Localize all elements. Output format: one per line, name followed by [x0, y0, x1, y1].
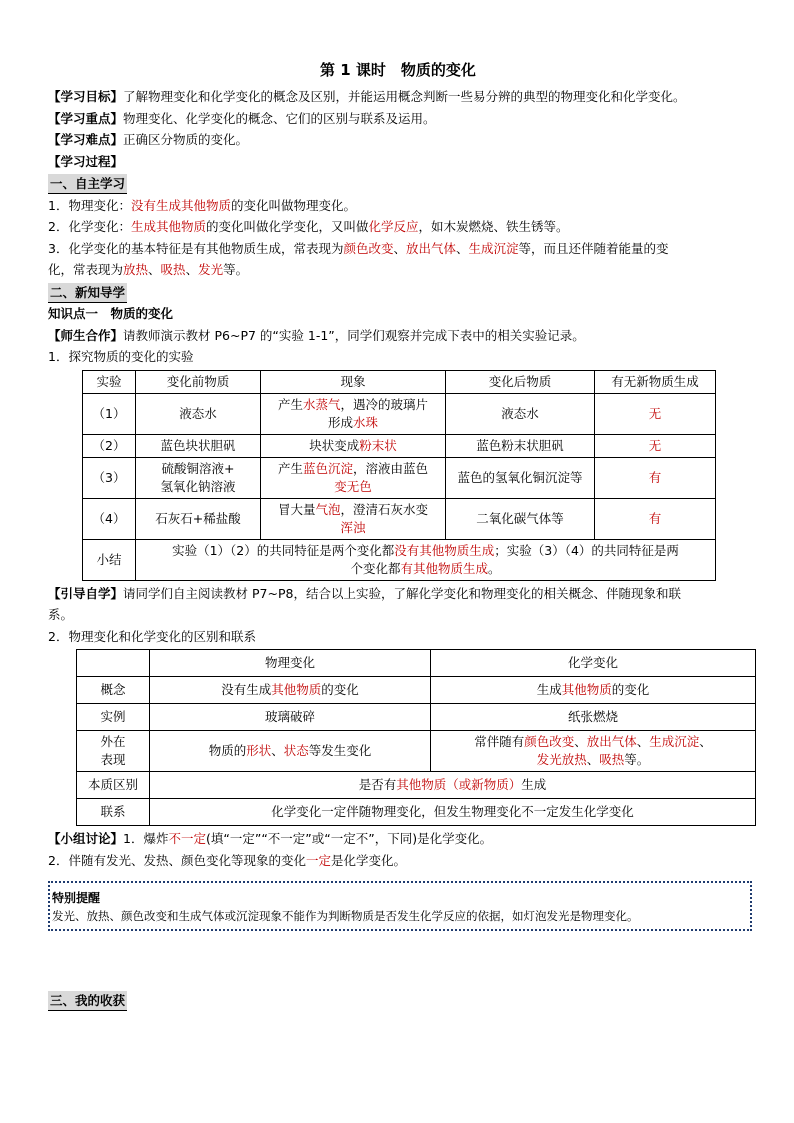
- text: 3．化学变化的基本特征是有其他物质生成，常表现为: [48, 240, 344, 256]
- cell: 有: [595, 498, 716, 539]
- answer: 有其他物质生成: [400, 560, 488, 576]
- text: 形成: [327, 414, 353, 430]
- guided-study-cont: 系。: [48, 607, 74, 622]
- answer: 颜色改变: [343, 240, 394, 256]
- learning-goals: [48, 86, 748, 108]
- text: 的变化: [321, 682, 359, 697]
- self-study-line-2: [48, 216, 748, 238]
- answer: 放出气体: [586, 734, 637, 749]
- text: 的变化: [611, 682, 650, 697]
- text: 的变化叫做化学变化，又叫做: [205, 219, 369, 234]
- text: 化，常表现为: [48, 262, 124, 277]
- guide-text: 请同学们自主阅读教材 P7~P8，结合以上实验，了解化学变化和物理变化的相关概念、伴随现象和联: [123, 585, 681, 601]
- text: 生成: [521, 777, 547, 792]
- text: 、: [636, 734, 650, 749]
- header-cell: [77, 650, 150, 677]
- comparison-table: [76, 649, 756, 826]
- text: 、: [456, 240, 469, 256]
- answer: 变无色: [334, 478, 372, 494]
- answer: 一定: [305, 852, 331, 868]
- cell: 本质区别: [77, 772, 150, 799]
- text: 生成: [536, 682, 562, 697]
- cell: [150, 677, 431, 704]
- table-row: [77, 772, 756, 799]
- self-study-line-3: [48, 238, 748, 260]
- cell: 联系: [77, 799, 150, 826]
- table-row: [77, 799, 756, 826]
- coop-text: 请教师演示教材 P6~P7 的“实验 1-1”，同学们观察并完成下表中的相关实验记录。: [123, 327, 585, 343]
- text: 是否有: [358, 777, 397, 792]
- item-1: 1．探究物质的变化的实验: [48, 349, 194, 364]
- answer: 没有生成其他物质: [130, 197, 231, 213]
- answer: 发光放热: [536, 752, 587, 767]
- cell: [431, 731, 756, 772]
- guide-label: 【引导自学】: [48, 585, 124, 601]
- cell: 液态水: [446, 393, 595, 434]
- answer: 吸热: [160, 262, 186, 277]
- answer: 生成沉淀: [649, 734, 700, 749]
- learning-difficulty: [48, 129, 748, 151]
- coop-label: 【师生合作】: [48, 327, 124, 343]
- cell: 化学变化一定伴随物理变化，但发生物理变化不一定发生化学变化: [150, 799, 756, 826]
- guided-study: [48, 583, 748, 605]
- text: 表现: [100, 752, 126, 767]
- header-cell: 变化前物质: [136, 370, 261, 393]
- answer: 其他物质: [271, 682, 322, 697]
- table-row: [83, 393, 716, 434]
- answer: 形状: [246, 743, 272, 758]
- item-2: 2．物理变化和化学变化的区别和联系: [48, 628, 256, 644]
- cell: 蓝色块状胆矾: [136, 434, 261, 457]
- summary-cell: [136, 539, 716, 580]
- table-row: [77, 731, 756, 772]
- answer: 浑浊: [340, 519, 366, 535]
- header-cell: 现象: [261, 370, 446, 393]
- spacer: [48, 931, 748, 989]
- text: 硫酸铜溶液+: [161, 460, 235, 476]
- focus-text: 物理变化、化学变化的概念、它们的区别与联系及运用。: [123, 110, 436, 126]
- text: 等，而且还伴随着能量的变: [518, 240, 669, 256]
- section1-heading: 一、自主学习: [48, 174, 127, 194]
- answer: 生成其他物质: [130, 219, 206, 234]
- cell: （4）: [83, 498, 136, 539]
- self-study-line-1: [48, 195, 748, 217]
- text: 2．伴随有发光、发热、颜色变化等现象的变化: [48, 852, 306, 868]
- focus-label: 【学习重点】: [48, 110, 124, 126]
- answer: 水珠: [353, 414, 379, 430]
- text: 、: [574, 734, 587, 749]
- table-row: [77, 704, 756, 731]
- worksheet-page: [48, 58, 748, 1012]
- text: 氢氧化钠溶液: [160, 478, 236, 494]
- answer: 放热: [123, 262, 149, 277]
- header-cell: 变化后物质: [446, 370, 595, 393]
- text: 产生: [277, 460, 303, 476]
- process-label: 【学习过程】: [48, 153, 124, 169]
- summary-row: [83, 539, 716, 580]
- answer: 颜色改变: [524, 734, 575, 749]
- cell: 实例: [77, 704, 150, 731]
- cell: 概念: [77, 677, 150, 704]
- answer: 没有其他物质生成: [394, 542, 495, 558]
- answer: 状态: [283, 743, 309, 758]
- answer: 其他物质: [561, 682, 612, 697]
- page-title: 第 1 课时 物质的变化: [320, 61, 476, 79]
- group-discussion: [48, 828, 748, 850]
- goals-label: 【学习目标】: [48, 89, 124, 104]
- answer: 发光: [198, 262, 224, 277]
- cell: [261, 498, 446, 539]
- text: 。: [488, 560, 501, 576]
- text: 是化学变化。: [330, 852, 406, 868]
- cell: （3）: [83, 457, 136, 498]
- text: 外在: [100, 734, 126, 749]
- answer: 蓝色沉淀: [302, 460, 353, 476]
- text: 、: [185, 262, 199, 277]
- table-row: [83, 434, 716, 457]
- text: 、: [699, 734, 712, 749]
- cell: [261, 393, 446, 434]
- text: ；实验（3）（4）的共同特征是两: [494, 542, 679, 558]
- cell: [136, 457, 261, 498]
- cell: 纸张燃烧: [431, 704, 756, 731]
- header-cell: 物理变化: [150, 650, 431, 677]
- difficulty-label: 【学习难点】: [48, 132, 124, 147]
- header-cell: 化学变化: [431, 650, 756, 677]
- cell: [261, 457, 446, 498]
- text: 没有生成: [221, 682, 272, 697]
- reminder-text: 发光、放热、颜色改变和生成气体或沉淀现象不能作为判断物质是否发生化学反应的依据，如灯泡发光是物理变化。: [52, 909, 639, 923]
- answer: 粉末状: [359, 437, 397, 453]
- text: 实验（1）（2）的共同特征是两个变化都: [172, 542, 395, 558]
- answer: 不一定: [168, 831, 206, 846]
- section-new-knowledge: [48, 281, 748, 932]
- section3-heading: 三、我的收获: [48, 991, 127, 1011]
- header-cell: 有无新物质生成: [595, 370, 716, 393]
- cell: 蓝色粉末状胆矾: [446, 434, 595, 457]
- experiment-table: [82, 370, 716, 581]
- text: 产生: [277, 396, 303, 412]
- table-row: [83, 498, 716, 539]
- group-discussion-2: [48, 850, 748, 872]
- text: 1．爆炸: [123, 831, 169, 846]
- answer: 化学反应: [368, 219, 419, 234]
- section-self-study: [48, 172, 748, 281]
- text: 等发生变化: [308, 743, 372, 758]
- table-row: [77, 677, 756, 704]
- text: ，澄清石灰水变: [340, 501, 429, 517]
- table-header-row: [77, 650, 756, 677]
- header-cell: 实验: [83, 370, 136, 393]
- cell: [77, 731, 150, 772]
- text: 的变化叫做物理变化。: [230, 197, 356, 213]
- table-row: [83, 457, 716, 498]
- text: 1．物理变化：: [48, 197, 131, 213]
- text: (填“一定”“不一定”或“一定不”，下同)是化学变化。: [205, 831, 493, 846]
- text: 冒大量: [277, 501, 316, 517]
- discuss-label: 【小组讨论】: [48, 831, 124, 846]
- cell: 石灰石+稀盐酸: [136, 498, 261, 539]
- cell: [150, 772, 756, 799]
- table-header-row: [83, 370, 716, 393]
- cooperation: [48, 325, 748, 347]
- self-study-line-4: [48, 259, 748, 281]
- special-reminder-box: [48, 881, 752, 931]
- cell: 玻璃破碎: [150, 704, 431, 731]
- section2-heading: 二、新知导学: [48, 283, 127, 303]
- text: ，溶液由蓝色: [353, 460, 429, 476]
- cell: [150, 731, 431, 772]
- answer: 吸热: [599, 752, 625, 767]
- cell: 小结: [83, 539, 136, 580]
- text: 物质的: [208, 743, 247, 758]
- answer: 气泡: [315, 501, 341, 517]
- text: ，遇冷的玻璃片: [340, 396, 429, 412]
- text: ，如木炭燃烧、铁生锈等。: [418, 219, 569, 234]
- difficulty-text: 正确区分物质的变化。: [123, 132, 249, 147]
- answer: 放出气体: [406, 240, 457, 256]
- text: 常伴随有: [474, 734, 525, 749]
- text: 等。: [223, 262, 249, 277]
- reminder-title: 特别提醒: [52, 891, 101, 905]
- answer: 生成沉淀: [468, 240, 519, 256]
- text: 块状变成: [309, 437, 360, 453]
- text: 、: [271, 743, 284, 758]
- text: 个变化都: [350, 560, 401, 576]
- text: 、: [393, 240, 406, 256]
- goals-text: 了解物理变化和化学变化的概念及区别，并能运用概念判断一些易分辨的典型的物理变化和化学变化。: [123, 89, 686, 104]
- learning-focus: [48, 108, 748, 130]
- cell: 蓝色的氢氧化铜沉淀等: [446, 457, 595, 498]
- cell: （1）: [83, 393, 136, 434]
- answer: 其他物质（或新物质）: [396, 777, 522, 792]
- cell: [261, 434, 446, 457]
- cell: 有: [595, 457, 716, 498]
- text: 2．化学变化：: [48, 219, 131, 234]
- cell: 二氧化碳气体等: [446, 498, 595, 539]
- cell: 无: [595, 434, 716, 457]
- text: 等。: [624, 752, 650, 767]
- cell: 液态水: [136, 393, 261, 434]
- cell: 无: [595, 393, 716, 434]
- knowledge-point-1: 知识点一 物质的变化: [48, 306, 174, 321]
- cell: [431, 677, 756, 704]
- text: 、: [586, 752, 600, 767]
- cell: （2）: [83, 434, 136, 457]
- text: 、: [148, 262, 161, 277]
- answer: 水蒸气: [302, 396, 341, 412]
